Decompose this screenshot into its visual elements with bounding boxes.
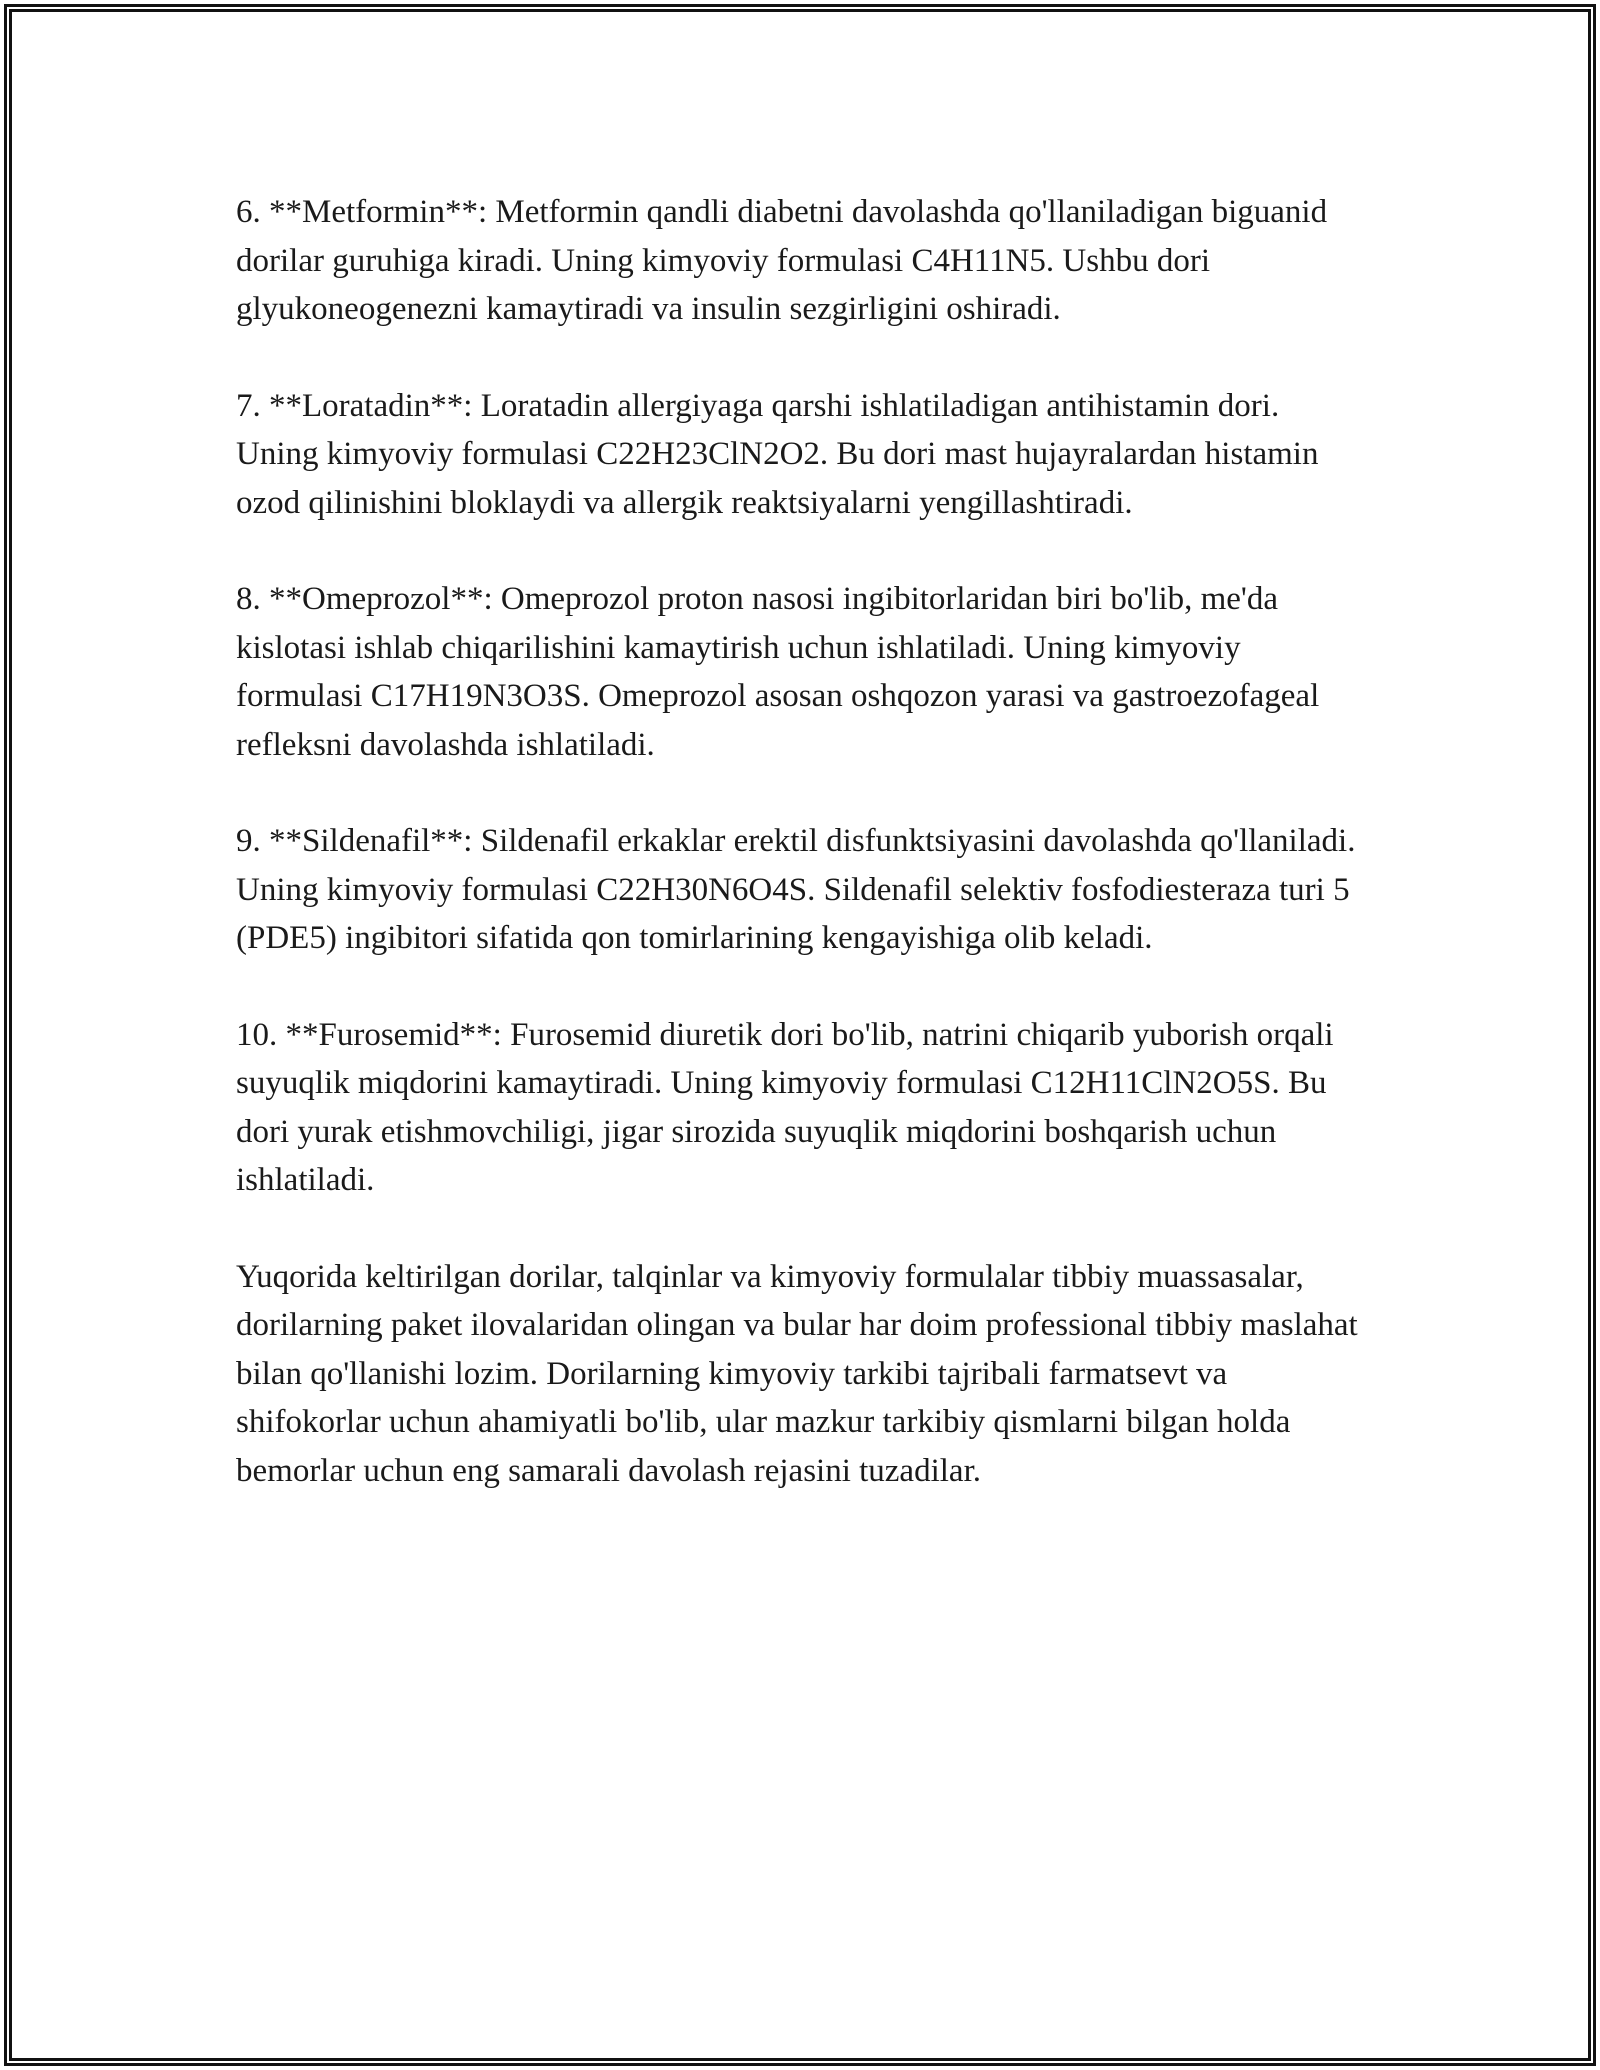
paragraph-omeprozol: 8. **Omeprozol**: Omeprozol proton nasosi ingibitorlaridan biri bo'lib, me'da kislotasi ishlab chiqarilishini kamaytirish uchun ishlatiladi. Uning kimyoviy formulasi C17H19N3O3S. Omeprozol asosan oshqozon yarasi va gastroezofageal refleksni davolashda ishlatiladi. [236,581,1320,763]
document-body [236,188,1366,1543]
paragraph-metformin: 6. **Metformin**: Metformin qandli diabetni davolashda qo'llaniladigan biguanid dorilar guruhiga kiradi. Uning kimyoviy formulasi C4H11N5. Ushbu dori glyukoneogenezni kamaytiradi va insulin sezgirligini oshiradi. [236,194,1328,327]
paragraph-furosemid: 10. **Furosemid**: Furosemid diuretik dori bo'lib, natrini chiqarib yuborish orqali suyuqlik miqdorini kamaytiradi. Uning kimyoviy formulasi C12H11ClN2O5S. Bu dori yurak etishmovchiligi, jigar sirozida suyuqlik miqdorini boshqarish uchun ishlatiladi. [236,1016,1334,1198]
paragraph-sildenafil: 9. **Sildenafil**: Sildenafil erkaklar erektil disfunktsiyasini davolashda qo'llaniladi. Uning kimyoviy formulasi C22H30N6O4S. Sildenafil selektiv fosfodiesteraza turi 5 (PDE5) ingibitori sifatida qon tomirlarining kengayishiga olib keladi. [236,823,1356,956]
paragraph-loratadin: 7. **Loratadin**: Loratadin allergiyaga qarshi ishlatiladigan antihistamin dori. Uning kimyoviy formulasi C22H23ClN2O2. Bu dori mast hujayralardan histamin ozod qilinishini bloklaydi va allergik reaktsiyalarni yengillashtiradi. [236,387,1319,521]
paragraph-conclusion: Yuqorida keltirilgan dorilar, talqinlar va kimyoviy formulalar tibbiy muassasalar, dorilarning paket ilovalaridan olingan va bular har doim professional tibbiy maslahat bilan qo'llanishi lozim. Dorilarning kimyoviy tarkibi tajribali farmatsevt va shifokorlar uchun ahamiyatli bo'lib, ular mazkur tarkibiy qismlarni bilgan holda bemorlar uchun eng samarali davolash rejasini tuzadilar. [236,1258,1358,1489]
